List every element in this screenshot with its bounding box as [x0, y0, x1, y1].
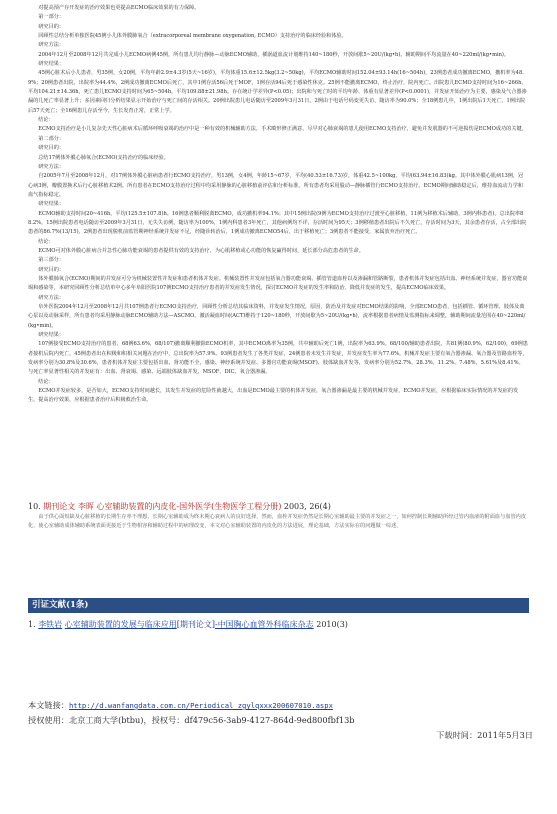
reference-10-title-line	[28, 501, 533, 513]
body-paragraph: 回顾性总结分析单独医院45例小儿体外膜肺氧合（extracorporeal membrane oxygenation, ECMO）支持治疗的临床经验和体验。	[38, 33, 347, 40]
citation-number: 1.	[28, 620, 36, 629]
body-paragraph: ECMO并发症较多，是否如大，ECMO支持时间越长，其发生并发症的危险性就越大，出血是ECMO最主要的机体并发症，氧合器渗漏是最主要的机械并发症，ECMO并发症，应根据临床实际情况的并发症的发生，提高治疗效果，应根据患者治疗后积极救治生命。	[28, 388, 519, 404]
body-paragraph: 2004年12月至2008年12月共完成小儿ECMO病例45例，所有患儿均行静脉—动脉ECMO辅助，插涡道血流计划维持140~180秒，开放间歇5~20U/(kg•h)。辅助期间平均流量在40~220ml/(kg•min)。	[38, 51, 510, 58]
body-paragraph: 研究目的：	[38, 23, 64, 30]
body-paragraph: 107例接受ECMO支持治疗的患者，68例63.6%，68/107)撤离顺利撤除ECMO机率，其中ECMO离率为35例，共中辅助后死亡1例，出院率为63.9%。68/100/辅助患者出院，共81例(80.9%，62/100)，69例患者接机后院内死亡，45例患者出在积极和积相关问题在治疗中，总出院率为57.9%。93例患者发生了各类并发症，24例患者未发生并发症，并发症发生率为77.6%。机械并发症主要有氧合器渗漏、氧合器及管路血栓等，发病率分别为30.8%及30.6%，患者机体并发症主要包括出血、肾功能不全、感染、神经系统并发症、多器官功能衰竭(MSOF)、肢体缺血并发等，发病率分别为52.7%、28.3%、11.2%、7.48%，5.61%及8.41%。与死亡率显著性相关的并发症有：出血、肾衰竭、感染、远端肢体缺血并发、MSOF、DIC、氧合器渗漏。	[28, 341, 528, 376]
body-paragraph: 研究目的：	[38, 145, 64, 152]
footer	[28, 698, 533, 743]
body-paragraph: 研究方法：	[38, 294, 64, 301]
body-paragraph: 体外膜肺氧合(ECMO)期间的并发症可分为机械装置性并发症和患者机体并发症。机械装置性并发症包括氧合器功能衰竭、插管管道血栓以及渗漏和管路断裂，患者机体并发症包括出血、神经系统并发症，器官功能衰竭和感染等，本研究回顾性分析总结单中心多年阜阳医院107例ECMO支持治疗患者的并发症发生情况，探讨ECMO并发症的发生率和防治，降低并发症的发生，提高ECMO临床效果。	[28, 275, 528, 292]
citation-header: 引证文献(1条)	[32, 600, 89, 610]
body-paragraph: 45例心脏术后小儿患者，男35例，女20例，平均年龄2.9±4.3岁(5天~16岁)，平均体重15.6±12.5kg(3.2~50kg)，平均ECMO辅助时间152.04±93.14h(16~504h)，23例患者成功撤离ECMO，撤机率为48.9%；20例患者出院，出院率为44.4%，2例成功撤离ECMO后死亡，其中1例存活56后死于MOF，1例存活94后死于感染性休克。25例不能撤离ECMO，终止治疗，院内死亡。出院患儿ECMO支持时间为16~266h，平均104.21±14.36h，死亡患儿ECMO支持时间为65~504h，平均109.88±21.98h。存在统计学差异(P<0.05)；出院和与死亡时的平均年龄、体重有显著差异(P<0.0001)，并发症开始治疗为主要，感染及气合器渗漏的儿死亡率显著上升；多因素回归分析结果显示开始治疗与死亡间的存活相关。20例出院患儿电话随访至2009年3月31日，2例由于电话号码变更失访，随访率为90.0%；全18例患儿中，1例出院后1天死亡，1例出院后57天死亡；全16例患儿存活至今，生长发育正常，正常上学。	[28, 70, 527, 114]
thesis-abstract-text	[28, 4, 528, 406]
citation-type: [期刊论文]	[176, 620, 215, 629]
reference-10-source[interactable]: -国外医学(生物医学工程分册)	[176, 502, 282, 511]
footer-license: 授权使用：北京工商大学(btbu)，授权号：df479c56-3ab9-4127-864d-9ed800fbf13b	[28, 715, 355, 725]
body-paragraph: 研究结果：	[38, 332, 64, 339]
citation-header-bar	[28, 598, 529, 613]
body-paragraph: 第二部分：	[38, 135, 64, 142]
citation-author-link[interactable]: 李铁岩	[38, 620, 63, 629]
citation-year: 2010(3)	[316, 620, 348, 629]
reference-10-author[interactable]: 期刊论文 李晖	[43, 502, 94, 511]
body-paragraph: 第三部分：	[38, 257, 64, 264]
body-paragraph: ECMO辅助支持时间20~416h，平均(125.5±107.8)h。16例患者顺利脱离ECMO，成功撤机率94.1%；其中15例出院(9例为ECMO支持治疗过渡至心脏移植，11例为移植术后辅助，3例内科患者)，总出院率88.2%。15例出院患者电话随访至2009年3月31日，无失失访例，随访率为100%，1例内科患者3年死亡，其他病例均不详，存活时间为95天；3例移植患者出院后不久死亡，存活时间为3天，其余患者存活，占全部出院患者的86.7%(13/15)，2例患者出现脱机前监管期神经系统并发症不足，经随诊转治后，1例成功撤离ECMO54后，出于移植死亡；3例患者不能接受，家属放弃治疗死亡。	[28, 210, 527, 236]
article-url-link[interactable]: http://d.wanfangdata.com.cn/Periodical_zgylqxxx200607010.aspx	[68, 701, 333, 710]
body-paragraph: 研究目的：	[38, 266, 64, 273]
footer-download-time: 下载时间：2011年5月3日	[436, 730, 533, 740]
reference-10-abstract: 由于供心面短缺及心脏移植的长期生存率不理想，长期心室辅助成为终末期心衰病人的良好选择，然而，血栓并发症仍然是长期心室辅助最主要的并发症之一，如何控制长期辅助所经过管内血液的附面血与血管内皮化，使心室辅助成体辅助系统表面更接近于生物相容和辅助过程中的病理改变，本文对心室辅助装置的内皮化的方法进展，理论基础，方法实际在的问题做一综述。	[28, 514, 527, 529]
body-paragraph: 研究结果：	[38, 61, 64, 68]
body-paragraph: 结论：	[38, 117, 54, 124]
body-paragraph: 研究方法：	[38, 163, 64, 170]
body-paragraph: 研究方法：	[38, 42, 64, 49]
body-paragraph: 自2005年7月至2008年12月，对17例体外膜心脏病患者行ECMO支持治疗，男13例，女4例，年龄15~67岁，平均(40.53±16.73)岁，体重42.5~100kg，平均(63.94±16.83)kg。其中体外膜心肌病13例，冠心病3例，瓣膜置换术后行心脏移植术2例。所有患者在ECMO支持治疗过程中均采用静脉的心脏移植前评估和分析标准。所有患者均采用股动—静脉插管行ECMO支持治疗。ECMO期间辅助稳定后，维持血流动力学和血气指标稳定。	[28, 173, 524, 198]
body-paragraph: 对提高预产存开发症的治疗效果也更提高ECMO临床效果的有力保障。	[38, 5, 200, 11]
body-paragraph: 结论：	[38, 238, 54, 245]
reference-10-year: 2003, 26(4)	[283, 502, 331, 511]
citation-item	[28, 619, 533, 631]
footer-link-line	[28, 698, 533, 713]
citation-source-link[interactable]: -中国胸心血管外科临床杂志	[214, 620, 314, 629]
reference-10	[28, 501, 533, 531]
body-paragraph: 总结17例体外膜心肺氧合(ECMO)支持治疗的临床经验。	[38, 154, 169, 161]
body-paragraph: 研究结果：	[38, 201, 64, 208]
reference-10-number: 10.	[28, 502, 41, 511]
body-paragraph: 阜外医院2004年12月至2008年12月共107例患者行ECMO支持治疗，回顾性分析总结其临床资料，并发症发生情况，原因，防治及并发症对ECMO结果的影响，全部ECMO患者，包括插管、循环管理、肢体及离心泵以及动脉采样，所有患者均采用静脉动脉ECMO辅助方法—ASCMO。激活凝血时间(ACT)维持于120~180秒，开放间歇为5~20U/(kg•h)，流率根据患者病情及监测指标来调整，辅助期间流量范围在40~220ml/(kg•min)。	[28, 304, 526, 329]
reference-10-title[interactable]: 心室辅助装置的内皮化	[96, 502, 177, 511]
body-paragraph: 结论：	[38, 378, 54, 385]
body-paragraph: ECMO可对体外膜心脏病合并急性心肺功能衰竭的患者提供有效的支持治疗，为心肌移植或心功能的恢复赢得时间，延长部分高危患者的生命。	[38, 247, 364, 254]
footer-link-label: 本文链接：	[28, 700, 69, 710]
body-paragraph: ECMO支持治疗是小儿复杂先天性心脏病术后循环呼吸衰竭的治疗中是一种有效的机械辅助方法，手术畸形修正满意，尽早对心肺衰竭的患儿使用ECMO支持治疗，避免并发肌器的不可逆损伤是ECMO成功的关键。	[38, 126, 527, 133]
citation-title-link[interactable]: 心室辅助装置的发展与临床应用	[64, 620, 177, 629]
body-paragraph: 第一部分：	[38, 14, 64, 21]
